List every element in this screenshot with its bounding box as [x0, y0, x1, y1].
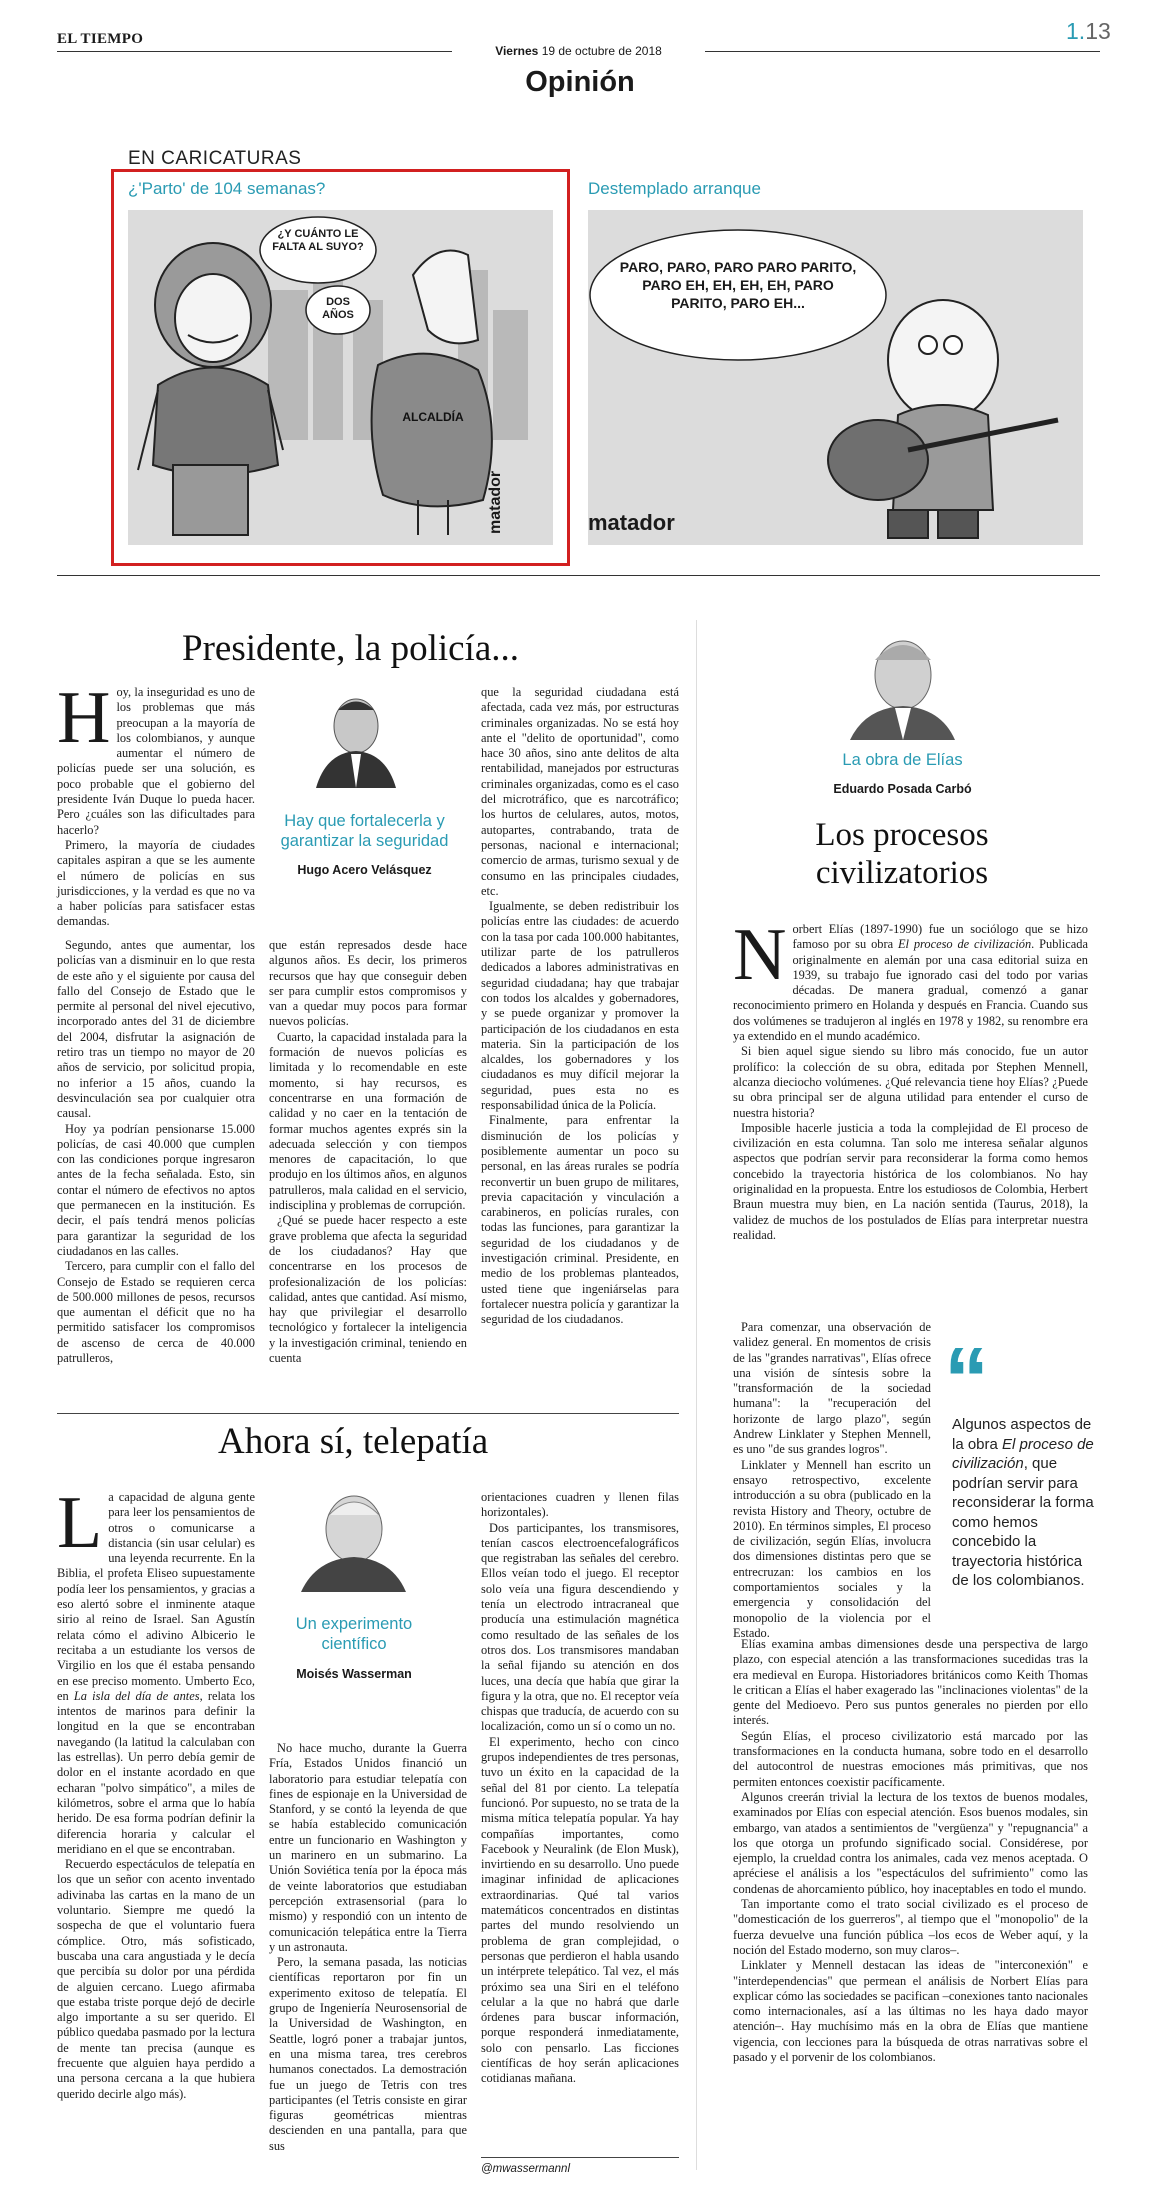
date-day: Viernes	[495, 44, 539, 58]
article3-body-narrow	[733, 1320, 931, 1641]
article2-col2	[269, 1741, 467, 2154]
article2-headline[interactable]: Ahora sí, telepatía	[218, 1421, 489, 1462]
article3-headline-line1: Los procesos	[815, 817, 989, 853]
article3-paragraph: Si bien aquel sigue siendo su libro más conocido, fue un autor prolífico: la colección de su obra, editada por Stephen Mennell, alcanza dieciocho volúmenes. ¿Qué relevancia tiene hoy Elías? ¿Puede su obra principal ser de alguna utilidad para entender el curso de nuestra historia?	[733, 1044, 1088, 1120]
masthead-brand[interactable]: EL TIEMPO	[57, 31, 144, 47]
belly-label: ALCALDÍA	[402, 410, 464, 424]
article1-author-photo	[311, 688, 401, 788]
header-rule-left	[57, 51, 452, 52]
pull-quote	[952, 1415, 1102, 1591]
page-number	[1066, 18, 1111, 45]
author-social-handle[interactable]: @mwassermannl	[481, 2163, 571, 2175]
article2-paragraph: Recuerdo espectáculos de telepatía en los que un señor con acento inventado adivinaba las cartas en la mano de un voluntario. Siempre me quedó la sospecha de que el voluntario fuera cómplice. Otro, más sofisticado, buscaba una cara angustiada y le decía que percibía su dolor por una pérdida de alguien cercano. Luego afirmaba que estaba triste porque dejó de decirle algo importante a su ser querido. El público quedaba pasmado por la lectura de mente tan precisa (aunque es frecuente que alguien haya perdido a una persona cercana a la que hubiera querido decirle algo más).	[57, 1857, 255, 2101]
article2-author: Moisés Wasserman	[296, 1667, 412, 1681]
article2-paragraph: Dos participantes, los transmisores, tenían cascos electroencefalográficos que registraban las señales del cerebro. Ellos veían todo el juego. El receptor solo veía una figura descendiendo y tenía un electrodo intracraneal que producía una estimulación magnética como resultado de las señales de los otros dos. Los transmisores mandaban la señal fijando su atención en dos luces, una decía que había que girar la figura y la otra, que no. El receptor veía chispas que traducía, de acuerdo con su localización, como un sí o como un no.	[481, 1520, 679, 1734]
article3-paragraph: Imposible hacerle justicia a toda la complejidad de El proceso de civilización en esta columna. Tan solo me interesa señalar algunos aspectos que podrían servir para reconsiderar la forma como hemos concebido la trayectoria histórica de los colombianos. No hay originalidad en la propuesta. Entre los estudiosos de Colombia, Herbert Braun muestra muy bien, en La nación sentida (Taurus, 2018), la validez de muchos de los postulados de Elías para interpretar nuestra realidad.	[733, 1120, 1088, 1242]
article1-paragraph: que están represados desde hace algunos años. Es decir, los primeros recursos que hay que conseguir deben ser para cumplir estos compromisos y van a quedar muy pocos para formar nuevos policías.	[269, 938, 467, 1029]
article3-paragraph: Según Elías, el proceso civilizatorio está marcado por las transformaciones en la conducta humana, sobre todo en el desarrollo del autocontrol de nuestras emociones más primitivas, que nos permiten entonces coexistir pacíficamente.	[733, 1728, 1088, 1789]
article2-col3	[481, 1490, 679, 2087]
article1-paragraph: Cuarto, la capacidad instalada para la formación de nuevos policías es limitada y lo recomendable en este momento, si hay recursos, es concentrarse en una formación de calidad y no caer en la tentación de formar muchos agentes exprés sin la adecuada selección y con tiempos menores de capacitación, lo que produjo en los últimos años, en algunos patrulleros, mala calidad en el servicio, indisciplina y problemas de corrupción.	[269, 1029, 467, 1213]
article2-paragraph: Pero, la semana pasada, las noticias científicas reportaron por fin un experimento exitoso de telepatía. El grupo de Ingeniería Neurosensorial de la Universidad de Washington, en Seattle, logró poner a trabajar juntos, en una misma tarea, tres cerebros humanos conectados. La demostración fue un juego de Tetris con tres participantes (el Tetris consiste en girar figuras geométricas mientras descienden en una pantalla, para que sus	[269, 1955, 467, 2153]
article3-body-bottom	[733, 1637, 1088, 2065]
article2-text: , relata los intentos de marinos para definir la longitud en la que se encontraban navegando (la latitud la calculaban con las estrellas). Un perro debía gemir de dolor en el instante acordado en que echaran "polvo simpático", a miles de kilómetros, sobre el arma que lo había herido. De esa forma podrían definir la diferencia horaria y calcular el meridiano en el que se encontraban.	[57, 1688, 255, 1856]
article3-body-top	[733, 914, 1088, 1243]
article3-author: Eduardo Posada Carbó	[833, 782, 972, 796]
article1-col3	[481, 685, 679, 1327]
article3-paragraph: Linklater y Mennell han escrito un ensayo retrospectivo, excelente introducción a su obra (publicado en la revista History and Theory, octubre de 2010). En términos simples, El proceso de civilización, según Elías, involucra dos dimensiones distintas pero que se entrecruzan: los cambios en los comportamientos sociales y la emergencia y consolidación del monopolio de la violencia por el Estado.	[733, 1457, 931, 1640]
pull-quote-text: Algunos aspectos de la obra	[952, 1416, 1092, 1453]
article3-paragraph: Elías examina ambas dimensiones desde una perspectiva de largo plazo, con especial atención a las transformaciones sucedidas tras la era medieval en Europa. Historiadores británicos como Keith Thomas le critican a Elías el haber exagerado las "inclinaciones violentas" de la gente del Medioevo. Pero sus puntos generales no pierden por ello interés.	[733, 1637, 1088, 1728]
article1-paragraph: Primero, la mayoría de ciudades capitales aspiran a que se les aumente el número de policías en sus jurisdicciones, y la verdad es que no va a haber policías para satisfacer estas demandas.	[57, 837, 255, 929]
article3-author-photo	[845, 630, 960, 740]
article1-bottom-rule	[57, 1413, 679, 1414]
article3-paragraph: Tan importante como el trato social civilizado es el proceso de "domesticación de los guerreros", al tiempo que el "monopolio" de la fuerza devuelve una función pública –los ecos de Weber aquí, y la noción del Estado moderno, son muy claros–.	[733, 1897, 1088, 1957]
bubble-1-text: ¿Y CUÁNTO LE FALTA AL SUYO?	[272, 228, 364, 253]
article2-tagline: Un experimento científico	[295, 1615, 413, 1653]
cartoon-right-title: Destemplado arranque	[588, 179, 761, 198]
article3-headline[interactable]	[712, 816, 1092, 892]
article3-headline-line2: civilizatorios	[815, 855, 989, 891]
pull-quote-book: El proceso de civilización	[952, 1435, 1094, 1472]
article2-paragraph: orientaciones cuadren y llenen filas horizontales).	[481, 1490, 679, 1520]
article2-author-photo	[296, 1487, 411, 1592]
cartoon-right-image	[588, 210, 1083, 545]
article1-paragraph: Igualmente, se deben redistribuir los policías entre las ciudades: de acuerdo con la tasa por cada 100.000 habitantes, utilizar parte de los patrulleros dedicados a labores administrativas en seguridad ciudadana; hay que trabajar con todos los alcaldes y gobernadores, y se puede organizar y promover la participación de los ciudadanos en esta materia. Sin la participación de los alcaldes, los gobernadores y los ciudadanos es muy difícil mejorar la seguridad, pues esta no es responsabilidad única de la Policía.	[481, 899, 679, 1113]
article1-col1	[57, 677, 255, 930]
article2-paragraph: No hace mucho, durante la Guerra Fría, Estados Unidos financió un laboratorio para estudiar telepatía con fines de espionaje en la Universidad de Stanford, y se contó la leyenda de que se había establecido comunicación entre un funcionario en Washington y un marinero en un submarino. La Unión Soviética tenía por la época más de veinte laboratorios que estudiaban percepción extrasensorial (para lo mismo) y respondió con un intento de comunicación telepática entre la Tierra y un astronauta.	[269, 1741, 467, 1954]
article3-paragraph: Para comenzar, una observación de validez general. En momentos de crisis de las "grandes narrativas", Elías ofrece una visión de síntesis sobre la "transformación de la sociedad humana": la "recuperación del horizonte de largo plazo", según Andrew Linklater y Stephen Mennell, es uno "de sus grandes logros".	[733, 1320, 931, 1457]
article3-paragraph: Linklater y Mennell destacan las ideas de "interconexión" e "interdependencias" que permean el análisis de Norbert Elías para explicar cómo las sociedades se pacifican –conexiones tanto nacionales como internacionales, así a las últimas no les haya dado mayor atención–. Hay muchísimo más en la obra de Elías que mantiene vigencia, con lecciones para la búsqueda de otras narrativas sobre el pasado y el porvenir de los colombianos.	[733, 1958, 1088, 2065]
bubble-2-text: DOS AÑOS	[322, 296, 354, 321]
article1-tagline: Hay que fortalecerla y garantizar la seguridad	[280, 812, 449, 850]
article3-text: orbert Elías (1897-1990) fue un sociólogo que se hizo famoso por su obra	[792, 922, 1088, 952]
article1-paragraph: Tercero, para cumplir con el fallo del Consejo de Estado se requieren cerca de 500.000 millones de pesos, recursos que aumentan el déficit que no ha permitido satisfacer los compromisos de ascenso de cerca de 40.000 patrulleros,	[57, 1259, 255, 1366]
cartoons-section-label: EN CARICATURAS	[128, 148, 302, 169]
article3-drop-cap: N	[733, 914, 787, 996]
cartoons-bottom-rule	[57, 575, 1100, 576]
article1-paragraph: Finalmente, para enfrentar la disminución de los policías y posiblemente aumentar un poco su personal, en las áreas rurales se podría reconvertir un buen grupo de militares, previa capacitación y vinculación a carabineros, en policías rurales, con todas las funciones, para garantizar la seguridad de los ciudadanos y de investigación criminal. Presidente, en medio de los problemas planteados, usted tiene que ingeniárselas para fortalecer nuestra policía y garantizar la seguridad de los ciudadanos.	[481, 1113, 679, 1327]
pull-quote-text: , que podrían servir para reconsiderar la forma como hemos concebido la trayectoria histórica de los colombianos.	[952, 1455, 1094, 1589]
left-cartoon-signature: matador	[487, 470, 504, 534]
woman-figure	[138, 243, 283, 535]
article1-drop-cap: H	[57, 677, 111, 759]
cartoon-left-image	[128, 210, 553, 545]
pull-quote-mark: “	[944, 1330, 989, 1430]
article1-author: Hugo Acero Velásquez	[297, 863, 432, 877]
article2-handle-rule	[481, 2157, 679, 2158]
right-column-divider	[696, 620, 697, 2170]
header-rule-right	[705, 51, 1100, 52]
right-bubble-text: PARO, PARO, PARO PARO PARITO, PARO EH, EH, EH, EH, PARO PARITO, PARO EH...	[619, 259, 857, 311]
article2-col1	[57, 1482, 255, 2102]
article3-text: . Publicada originalmente en alemán por una casa editorial suiza en 1939, su trabajo fue ignorado casi del todo por varias décadas. De manera gradual, comenzó a ganar reconocimiento primero en Holanda y después en Francia. Cuando sus dos volúmenes se tradujeron al inglés en 1978 y 1982, su renombre era ya extendido en el mundo académico.	[733, 937, 1088, 1044]
article1-paragraph: que la seguridad ciudadana está afectada, cada vez más, por estructuras criminales organizadas. No se está hoy ante el "delito de oportunidad", como hace 30 años, sino ante delitos de alta rentabilidad, manejados por estructuras criminales organizadas, como es el caso del microtráfico, que es narcotráfico; los hurtos de celulares, autos, motos, autopartes, contrabando, trata de personas, nacional e internacional; comercio de armas, turismo sexual y de consumo en las principales ciudades, etc.	[481, 685, 679, 898]
article1-paragraph: ¿Qué se puede hacer respecto a este grave problema que afecta la seguridad de los ciudadanos? Hay que concentrarse en los procesos de profesionalización de los policías: calidad, antes que cantidad. Así mismo, hay que privilegiar el desarrollo tecnológico y fortalecer la inteligencia y la investigación criminal, teniendo en cuenta	[269, 1213, 467, 1366]
date-rest: 19 de octubre de 2018	[541, 44, 662, 58]
publication-date	[452, 44, 705, 58]
article3-tagline: La obra de Elías	[842, 751, 963, 769]
page-prefix: 1.	[1066, 18, 1086, 44]
article3-paragraph: Algunos creerán trivial la lectura de los textos de buenos modales, examinados por Elías con especial atención. Esos buenos modales, sin embargo, van atados a sentimientos de "vergüenza" y "repugnancia" a los que otorga un profundo significado social. Considérese, por ejemplo, la crueldad contra los animales, cada vez menos aceptada. O apréciese el análisis a los "espectáculos del sufrimiento" como las condenas de ahorcamiento público, hoy inaceptables en todo el mundo.	[733, 1789, 1088, 1896]
article2-text: a capacidad de alguna gente para leer los pensamientos de otros o comunicarse a distancia (sin usar celular) es una leyenda recurrente. En la Biblia, el profeta Eliseo supuestamente podía leer los pensamientos, y gracias a eso alertó sobre el inminente ataque sirio al reino de Israel. San Agustín relata cómo el adivino Albicerio le recitaba a un estudiante los versos de Virgilio en los que él estaba pensando en ese preciso momento. Umberto Eco, en	[57, 1490, 255, 1703]
section-title: Opinión	[525, 66, 635, 98]
cartoon-left-title: ¿'Parto' de 104 semanas?	[128, 179, 326, 198]
book-title: El proceso de civilización	[897, 937, 1032, 952]
right-cartoon-signature: matador	[588, 510, 675, 535]
article1-col1-lower	[57, 938, 255, 1366]
article1-col2	[269, 938, 467, 1366]
article1-paragraph: Segundo, antes que aumentar, los policías van a disminuir en lo que resta de este año y el siguiente por causa del fallo del Consejo de Estado que le permite al personal del nivel ejecutivo, incorporado antes del 31 de diciembre del 2004, disfrutar la asignación de retiro tras un tiempo no mayor de 20 años de servicio, por solicitud propia, no inferior a 15 años, cuando la desvinculación sea por cualquier otra causal.	[57, 938, 255, 1121]
article2-drop-cap: L	[57, 1482, 103, 1564]
article1-paragraph: Hoy ya podrían pensionarse 15.000 policías, de casi 40.000 que cumplen con las condiciones porque ingresaron antes de la fecha señalada. Esto, sin contar el número de efectivos no aptos que permanecen en la institución. Es decir, el país tendrá menos policías para garantizar la seguridad de los ciudadanos en las calles.	[57, 1121, 255, 1258]
page-num: 13	[1085, 18, 1111, 44]
article1-headline[interactable]: Presidente, la policía...	[182, 628, 520, 669]
article2-paragraph: El experimento, hecho con cinco grupos independientes de tres personas, tuvo un éxito en la capacidad de la señal del 81 por ciento. La telepatía funcionó. Por supuesto, no se trata de la misma mítica telepatía popular. Ya hay compañías importantes, como Facebook y Neuralink (de Elon Musk), invirtiendo en su desarrollo. Uno puede imaginar infinidad de aplicaciones extraordinarias. Qué tal varios matemáticos concentrados en distintas partes del mundo resolviendo un problema de gran complejidad, o personas que perdieron el habla usando un intérprete telepático. Tal vez, el más próximo sea una Siri en el teléfono celular a la que no habrá que darle órdenes para buscar información, porque responderá inmediatamente, solo con pensarlo. Las ficciones científicas de hoy serán aplicaciones cotidianas mañana.	[481, 1734, 679, 2086]
article1-paragraph: oy, la inseguridad es uno de los problemas que más preocupan a la mayoría de los colombianos, y aunque aumentar el número de policías puede ser una solución, es poco probable que el gobierno del presidente Iván Duque lo pueda hacer. Pero ¿cuáles son las dificultades para hacerlo?	[57, 685, 255, 837]
book-title: La isla del día de antes	[73, 1688, 200, 1703]
